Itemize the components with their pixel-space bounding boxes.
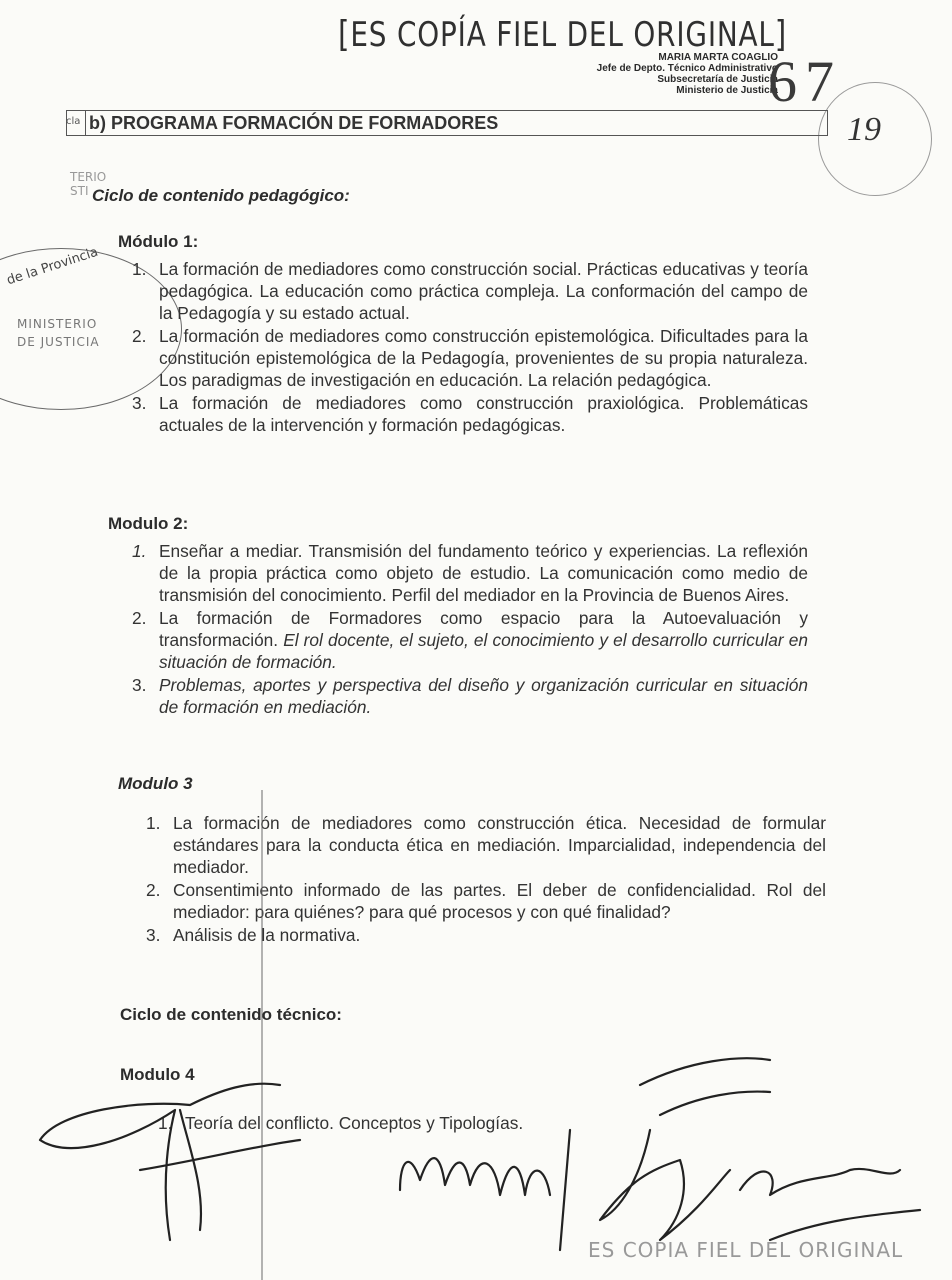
item-text: Enseñar a mediar. Transmisión del fundamento teórico y experiencias. La reflexión de la propia práctica como objeto de estudio. La comunicación como medio de transmisión del conocimiento. Perfil del mediador en la Provincia de Buenos Aires.: [159, 541, 808, 605]
signature-1: [40, 1084, 300, 1240]
item-number: 1.: [132, 541, 147, 561]
header-prefix: cla: [66, 116, 81, 127]
item-number: 1.: [146, 813, 161, 833]
signature-2: [400, 1130, 570, 1250]
item-number: 2.: [132, 326, 147, 346]
page-number: 19: [847, 111, 881, 148]
item-text-italic: El rol docente, el sujeto, el conocimiento y el desarrollo curricular en situación de formación.: [159, 630, 808, 672]
item-text: La formación de Formadores como espacio para la Autoevaluación y transformación.: [159, 608, 808, 650]
item-text: Consentimiento informado de las partes. El deber de confidencialidad. Rol del mediador: para quiénes? para qué procesos y con qué finalidad?: [173, 880, 826, 922]
item-text: Análisis de la normativa.: [173, 925, 361, 945]
certified-copy-stamp: [ ES COPÍA FIEL DEL ORIGINAL ]: [338, 14, 787, 55]
signer-name: MARIA MARTA COAGLIO: [658, 52, 778, 63]
cycle-title-technical: Ciclo de contenido técnico:: [120, 1005, 342, 1024]
item-text: La formación de mediadores como construcción ética. Necesidad de formular estándares para la conducta ética en mediación. Imparcialidad, independencia del mediador.: [173, 813, 826, 877]
signer-unit: Subsecretaría de Justicia: [657, 74, 778, 85]
signer-role: Jefe de Depto. Técnico Administrativo: [596, 63, 778, 74]
item-number: 3.: [132, 393, 147, 413]
module-4-title: Modulo 4: [120, 1065, 195, 1084]
bottom-copy-stamp: ES COPIA FIEL DEL ORIGINAL: [588, 1238, 904, 1262]
cycle-title-pedagogical: Ciclo de contenido pedagógico:: [92, 186, 350, 205]
seal-fragment-1: TERIO: [70, 170, 107, 184]
signer-ministry: Ministerio de Justicia: [676, 85, 778, 96]
item-text-italic: Problemas, aportes y perspectiva del diseño y organización curricular en situación de formación en mediación.: [159, 675, 808, 717]
seal-fragment-2: STI: [70, 184, 89, 198]
item-number: 2.: [146, 880, 161, 900]
item-number: 3.: [146, 925, 161, 945]
module-1-title: Módulo 1:: [118, 232, 199, 251]
item-text: La formación de mediadores como construcción praxiológica. Problemáticas actuales de la intervención y formación pedagógicas.: [159, 393, 808, 435]
item-text: Teoría del conflicto. Conceptos y Tipologías.: [185, 1113, 524, 1133]
signature-3: [600, 1058, 920, 1240]
item-number: 2.: [132, 608, 147, 628]
module-3-title: Modulo 3: [118, 774, 193, 793]
seal-line-1: MINISTERIO: [17, 317, 98, 331]
module-2-title: Modulo 2:: [108, 514, 189, 533]
item-text: La formación de mediadores como construcción social. Prácticas educativas y teoría pedagógica. La educación como práctica compleja. La conformación del campo de la Pedagogía y su estado actual.: [159, 259, 808, 323]
seal-line-2: DE JUSTICIA: [17, 335, 100, 349]
item-number: 3.: [132, 675, 147, 695]
seal-arc-text: de la Provincia: [5, 244, 100, 289]
item-number: 1.: [158, 1113, 173, 1133]
folio-number: 67: [768, 49, 842, 114]
item-text: La formación de mediadores como construcción epistemológica. Dificultades para la constitución epistemológica de la Pedagogía, provenientes de su propia naturaleza. Los paradigmas de investigación en educación. La relación pedagógica.: [159, 326, 808, 390]
item-number: 1.: [132, 259, 147, 279]
section-title: b) PROGRAMA FORMACIÓN DE FORMADORES: [89, 113, 499, 133]
